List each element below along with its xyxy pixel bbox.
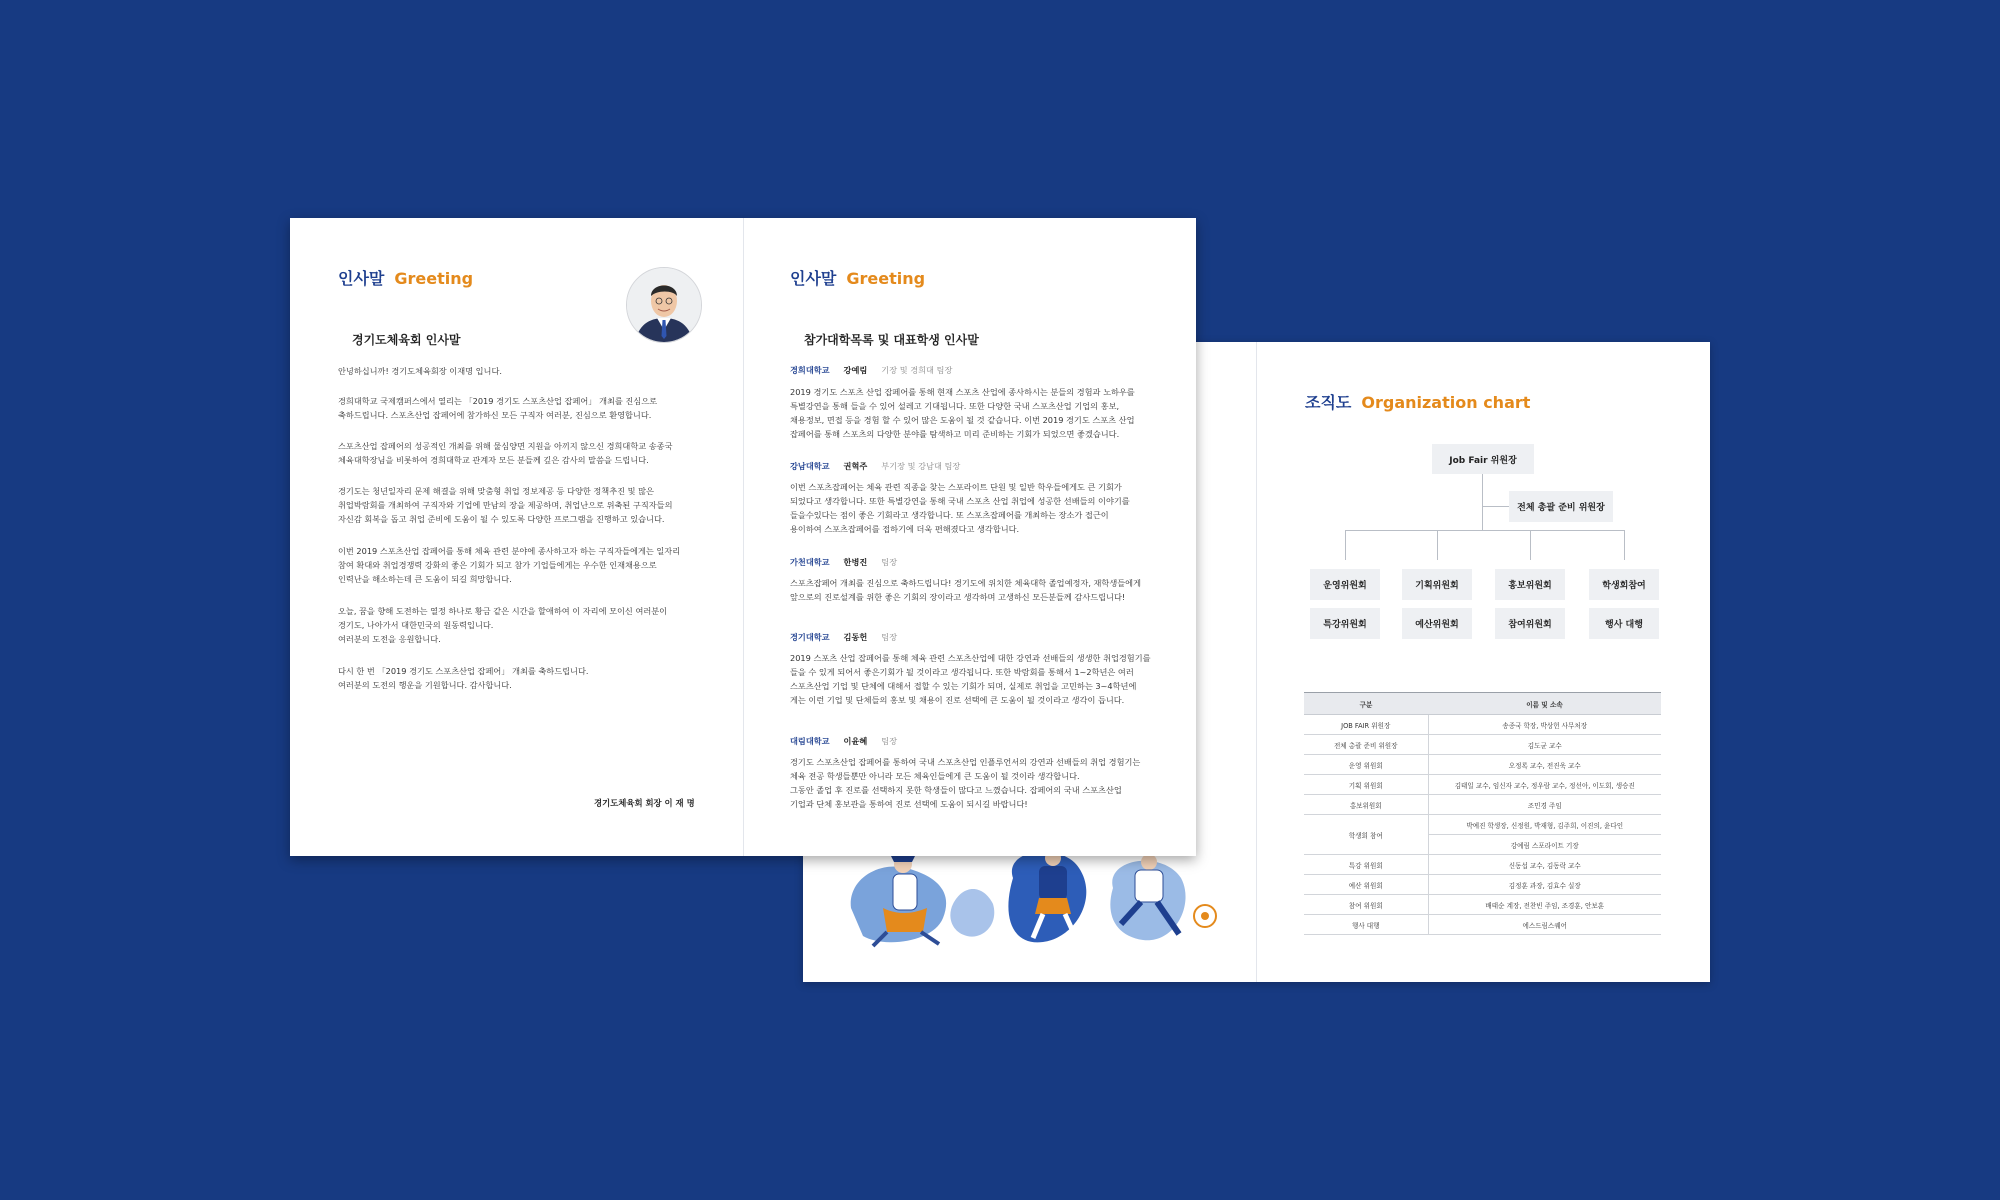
student-university: 강남대학교 [790, 461, 830, 471]
table-cell-members: 송종국 학장, 박상헌 사무처장 [1428, 715, 1661, 735]
page-fold [743, 218, 744, 856]
greeting-right-subheading: 참가대학목록 및 대표학생 인사말 [804, 333, 979, 347]
student-university: 경기대학교 [790, 632, 830, 642]
student-message: 경기도 스포츠산업 잡페어를 통하여 국내 스포츠산업 인플루언서의 강연과 선배들의 취업 경험기는 체육 전공 학생들뿐만 아니라 모든 체육인들에게 큰 도움이 될 것이라 생각합니다. 그동안 졸업 후 진로를 선택하지 못한 학생들이 많다고 느꼈습니다. 잡페어의 국내 스포츠산업 기업과 단체 홍보관을 통하여 진로 선택에 도움이 되시길 바랍니다! [790, 757, 1141, 809]
table-cell-members: 김정훈 과장, 김효수 실장 [1428, 875, 1661, 895]
student-name: 한병진 [843, 557, 868, 567]
player-right-icon [1110, 854, 1216, 940]
greeting-title-right [790, 266, 925, 289]
student-university: 경희대학교 [790, 365, 830, 375]
greeting-paragraph: 오늘, 꿈을 향해 도전하는 열정 하나로 황금 같은 시간을 할애하여 이 자리에 모이신 여러분이 경기도, 나아가서 대한민국의 원동력입니다. 여러분의 도전을 응원합니다. [338, 606, 668, 644]
table-header-cell: 이름 및 소속 [1428, 693, 1661, 715]
table-cell-role: 특강 위원회 [1304, 855, 1428, 875]
table-cell-role: 전체 총괄 준비 위원장 [1304, 735, 1428, 755]
org-committee-box: 행사 대행 [1589, 608, 1659, 639]
table-row [1304, 855, 1661, 875]
org-second-box: 전체 총괄 준비 위원장 [1509, 491, 1613, 522]
table-header-row [1304, 693, 1661, 715]
org-connector [1482, 474, 1483, 530]
table-cell-members: 박예진 학생장, 신정원, 박재형, 김주희, 이진의, 윤다인 [1428, 815, 1661, 835]
table-row [1304, 815, 1661, 835]
org-committee-box: 홍보위원회 [1495, 569, 1565, 600]
player-left-icon [851, 855, 995, 946]
student-message: 스포츠잡페어 개최를 진심으로 축하드립니다! 경기도에 위치한 체육대학 졸업예정자, 재학생들에게 앞으로의 진로설계를 위한 좋은 기회의 장이라고 생각하며 고생하신 모든분들께 감사드립니다! [790, 578, 1141, 602]
table-row [1304, 755, 1661, 775]
org-member-table [1304, 692, 1661, 935]
student-name: 이윤혜 [843, 736, 868, 746]
student-header [790, 461, 960, 472]
greeting-paragraph: 스포츠산업 잡페어의 성공적인 개최를 위해 물심양면 지원을 아끼지 않으신 경희대학교 송종국 체육대학장님을 비롯하여 경희대학교 관계자 모든 분들께 깊은 감사의 말씀을 드립니다. [338, 441, 673, 465]
portrait-photo-icon [627, 268, 701, 342]
greeting-paragraph: 이번 2019 스포츠산업 잡페어를 통해 체육 관련 분야에 종사하고자 하는 구직자들에게는 일자리 참여 확대와 취업경쟁력 강화의 좋은 기회가 되고 참가 기업들에게는 우수한 인재채용으로 인력난을 해소하는데 큰 도움이 되길 희망합니다. [338, 546, 681, 584]
table-row [1304, 915, 1661, 935]
greeting-left-subheading: 경기도체육회 인사말 [352, 333, 461, 347]
table-cell-members: 김태일 교수, 임신자 교수, 정우람 교수, 정선아, 이도회, 생승진 [1428, 775, 1661, 795]
student-role: 기장 및 경희대 팀장 [881, 365, 953, 375]
org-committee-box: 학생회참여 [1589, 569, 1659, 600]
table-cell-role: 홍보위원회 [1304, 795, 1428, 815]
org-committee-box: 기획위원회 [1402, 569, 1472, 600]
table-header-cell: 구분 [1304, 693, 1428, 715]
table-cell-members: 에스드림스퀘어 [1428, 915, 1661, 935]
table-row [1304, 735, 1661, 755]
student-role: 부기장 및 강남대 팀장 [881, 461, 961, 471]
org-chart-title [1305, 390, 1530, 413]
table-row [1304, 715, 1661, 735]
table-cell-members: 조민경 주임 [1428, 795, 1661, 815]
org-top-box: Job Fair 위원장 [1432, 444, 1534, 474]
student-header [790, 557, 897, 568]
table-cell-members: 김도균 교수 [1428, 735, 1661, 755]
org-committee-box: 참여위원회 [1495, 608, 1565, 639]
table-cell-role: 운영 위원회 [1304, 755, 1428, 775]
student-role: 팀장 [881, 736, 898, 746]
table-row [1304, 775, 1661, 795]
greeting-signature: 경기도체육회 회장 이 재 명 [594, 798, 695, 808]
org-committee-box: 예산위원회 [1402, 608, 1472, 639]
table-cell-role: 예산 위원회 [1304, 875, 1428, 895]
org-connector [1345, 530, 1346, 560]
soccer-players-illustration [843, 848, 1223, 948]
student-name: 권혁주 [843, 461, 868, 471]
student-role: 팀장 [881, 632, 898, 642]
table-cell-role: 기획 위원회 [1304, 775, 1428, 795]
student-name: 강예림 [843, 365, 868, 375]
greeting-title-ko: 인사말 [790, 269, 837, 288]
table-cell-role: 행사 대행 [1304, 915, 1428, 935]
student-message: 2019 경기도 스포츠 산업 잡페어를 통해 현재 스포츠 산업에 종사하시는 분들의 경험과 노하우를 특별강연을 통해 들을 수 있어 설레고 기대됩니다. 또한 다양한 국내 스포츠산업 기업의 홍보, 채용정보, 면접 등을 경험 할 수 있어 많은 도움이 될 것 같습니다. 이번 2019 경기도 스포츠 산업 잡페어를 통해 스포츠의 다양한 분야를 탐색하고 미리 준비하는 기회가 되었으면 좋겠습니다. [790, 387, 1135, 439]
student-message: 2019 스포츠 산업 잡페어를 통해 체육 관련 스포츠산업에 대한 강연과 선배들의 생생한 취업경험기를 들을 수 있게 되어서 좋은기회가 될 것이라고 생각됩니다. 또한 박람회를 통해서 1~2학년은 여러 스포츠산업 기업 및 단체에 대해서 접할 수 있는 기회가 되며, 실제로 취업을 고민하는 3~4학년에 게는 이런 기업 및 단체들의 홍보 및 채용이 진로 선택에 큰 도움이 될 것이라고 생각이 듭니다. [790, 653, 1151, 705]
greeting-paragraph: 다시 한 번 「2019 경기도 스포츠산업 잡페어」 개최를 축하드립니다. 여러분의 도전의 행운을 기원합니다. 감사합니다. [338, 666, 589, 690]
student-header [790, 736, 897, 747]
table-row [1304, 895, 1661, 915]
table-cell-members: 강예림 스포라이트 기장 [1428, 835, 1661, 855]
table-cell-role: 학생회 참여 [1304, 815, 1428, 855]
table-cell-role: JOB FAIR 위원장 [1304, 715, 1428, 735]
greeting-paragraph: 안녕하십니까! 경기도체육회장 이재명 입니다. [338, 366, 502, 376]
student-message: 이번 스포츠잡페어는 체육 관련 직종을 찾는 스포라이트 단원 및 일반 학우들에게도 큰 기회가 되었다고 생각합니다. 또한 특별강연을 통해 국내 스포츠 산업 취업에 성공한 선배들의 이야기를 들을수있다는 점이 좋은 기회라고 생각합니다. 또 스포츠잡페어를 개최하는 장소가 접근이 용이하여 스포츠잡페어를 접하기에 더욱 편해졌다고 생각합니다. [790, 482, 1130, 534]
portrait-avatar [626, 267, 702, 343]
org-committee-box: 운영위원회 [1310, 569, 1380, 600]
table-row [1304, 875, 1661, 895]
page-fold [1256, 342, 1257, 982]
greeting-paragraph: 경기도는 청년일자리 문제 해결을 위해 맞춤형 취업 정보제공 등 다양한 정책추진 및 많은 취업박람회를 개최하여 구직자와 기업에 만남의 장을 제공하며, 취업난으로 위축된 구직자들의 자신감 회복을 돕고 취업 준비에 도움이 될 수 있도록 다양한 프로그램을 진행하고 있습니다. [338, 486, 673, 524]
table-cell-members: 오정록 교수, 전진욱 교수 [1428, 755, 1661, 775]
table-row [1304, 795, 1661, 815]
greeting-title-en: Greeting [846, 269, 926, 288]
org-connector [1530, 530, 1531, 560]
org-connector [1437, 530, 1438, 560]
student-header [790, 632, 897, 643]
player-middle-icon [1008, 850, 1086, 942]
greeting-spread [290, 218, 1196, 856]
student-header [790, 365, 952, 376]
org-connector [1345, 530, 1625, 531]
greeting-title-ko: 인사말 [338, 269, 385, 288]
student-university: 대림대학교 [790, 736, 830, 746]
table-cell-role: 참여 위원회 [1304, 895, 1428, 915]
table-cell-members: 배태순 계장, 전찬빈 주임, 조경훈, 안보훈 [1428, 895, 1661, 915]
org-title-en: Organization chart [1361, 393, 1531, 412]
org-connector [1482, 506, 1509, 507]
student-university: 가천대학교 [790, 557, 830, 567]
table-cell-members: 신동섭 교수, 김동락 교수 [1428, 855, 1661, 875]
student-role: 팀장 [881, 557, 898, 567]
org-title-ko: 조직도 [1305, 393, 1352, 412]
greeting-paragraph: 경희대학교 국제캠퍼스에서 열리는 「2019 경기도 스포츠산업 잡페어」 개최를 진심으로 축하드립니다. 스포츠산업 잡페어에 참가하신 모든 구직자 여러분, 진심으로 환영합니다. [338, 396, 658, 420]
greeting-title-left [338, 266, 473, 289]
student-name: 김동헌 [843, 632, 868, 642]
greeting-title-en: Greeting [394, 269, 474, 288]
org-committee-box: 특강위원회 [1310, 608, 1380, 639]
org-connector [1624, 530, 1625, 560]
